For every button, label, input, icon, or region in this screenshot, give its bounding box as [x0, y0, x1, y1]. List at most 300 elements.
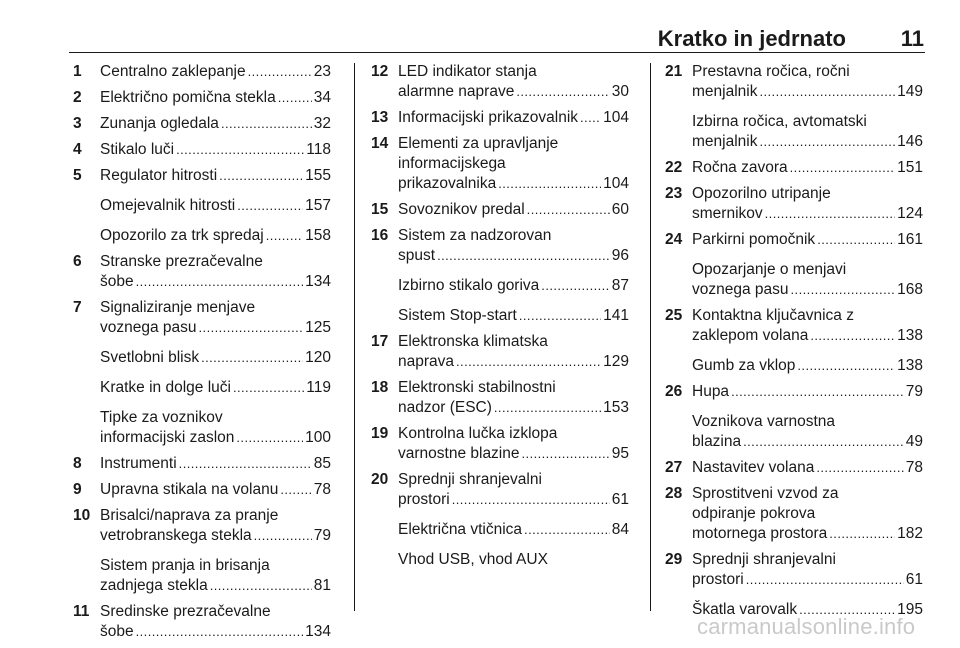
entry-line: [692, 524, 923, 544]
entry-line: [398, 246, 629, 266]
dot-leader: [278, 88, 312, 108]
entry-label: Škatla varovalk: [692, 601, 798, 618]
entry-number: [73, 226, 100, 246]
entry-number: 4: [73, 141, 82, 158]
dot-leader: [280, 480, 311, 500]
entry-line: [692, 158, 923, 178]
entry-label: Izbirna ročica, avtomatski: [692, 113, 867, 130]
index-entry: [371, 62, 629, 102]
entry-line: [398, 424, 629, 444]
entry-page-number: 138: [897, 327, 923, 344]
entry-page-number: 84: [611, 521, 629, 538]
entry-number: 3: [73, 115, 82, 132]
entry-line: [100, 114, 331, 134]
entry-body: [100, 602, 331, 642]
entry-line: [100, 318, 331, 338]
entry-body: [398, 470, 629, 510]
dot-leader: [810, 326, 895, 346]
entry-page-number: 129: [603, 353, 629, 370]
entry-line: [692, 62, 923, 82]
entry-body: [692, 356, 923, 376]
entry-number: 6: [73, 253, 82, 270]
entry-line: [100, 166, 331, 186]
entry-page-number: 151: [897, 159, 923, 176]
entry-line: [692, 412, 923, 432]
entry-line: [100, 602, 331, 622]
index-entry: [73, 196, 331, 216]
entry-label: Sistem Stop-start: [398, 307, 517, 324]
entry-number: 22: [665, 159, 683, 176]
entry-label: Elektronski stabilnostni: [398, 379, 556, 396]
entry-number: [73, 408, 100, 448]
entry-line: [100, 622, 331, 642]
entry-line: [398, 82, 629, 102]
dot-leader: [201, 348, 303, 368]
entry-line: [692, 484, 923, 504]
entry-number: [371, 306, 398, 326]
index-entry: [73, 506, 331, 546]
dot-leader: [516, 82, 609, 102]
index-entry: [73, 556, 331, 596]
entry-number: 27: [665, 459, 683, 476]
dot-leader: [524, 520, 610, 540]
entry-page-number: 49: [905, 433, 923, 450]
dot-leader: [236, 428, 303, 448]
index-entry: [73, 480, 331, 500]
entry-line: [100, 428, 331, 448]
entry-page-number: 78: [905, 459, 923, 476]
entry-body: [100, 298, 331, 338]
entry-label: Informacijski prikazovalnik: [398, 109, 579, 126]
entry-number: 7: [73, 299, 82, 316]
index-column-3: [665, 62, 923, 626]
entry-line: [100, 556, 331, 576]
entry-page-number: 168: [897, 281, 923, 298]
entry-body: [398, 550, 629, 570]
index-entry: [73, 602, 331, 642]
entry-body: [100, 226, 331, 246]
entry-line: [692, 184, 923, 204]
dot-leader: [816, 458, 903, 478]
entry-line: [692, 504, 923, 524]
entry-number: 2: [73, 89, 82, 106]
entry-line: [398, 276, 629, 296]
entry-number: [665, 112, 692, 152]
entry-number: [73, 556, 100, 596]
entry-label: informacijskega: [398, 155, 506, 172]
entry-page-number: 146: [897, 133, 923, 150]
dot-leader: [790, 158, 895, 178]
entry-line: [692, 458, 923, 478]
entry-label: zaklepom volana: [692, 327, 809, 344]
dot-leader: [759, 82, 895, 102]
dot-leader: [266, 226, 303, 246]
index-entry: [73, 298, 331, 338]
entry-page-number: 85: [313, 455, 331, 472]
entry-body: [692, 260, 923, 300]
entry-page-number: 161: [897, 231, 923, 248]
entry-label: alarmne naprave: [398, 83, 515, 100]
entry-body: [100, 506, 331, 546]
entry-body: [100, 166, 331, 186]
index-entry: [665, 306, 923, 346]
entry-line: [692, 204, 923, 224]
entry-label: zadnjega stekla: [100, 577, 208, 594]
entry-number: [665, 600, 692, 620]
dot-leader: [210, 576, 312, 596]
entry-line: [692, 570, 923, 590]
entry-label: Regulator hitrosti: [100, 167, 218, 184]
entry-body: [692, 458, 923, 478]
entry-body: [398, 134, 629, 194]
entry-label: Signaliziranje menjave: [100, 299, 256, 316]
index-entry: [73, 62, 331, 82]
entry-body: [692, 184, 923, 224]
entry-page-number: 125: [305, 319, 331, 336]
entry-line: [398, 174, 629, 194]
header-rule: [69, 52, 925, 53]
entry-label: blazina: [692, 433, 742, 450]
entry-page-number: 79: [313, 527, 331, 544]
entry-body: [398, 378, 629, 418]
entry-page-number: 158: [305, 227, 331, 244]
entry-label: vetrobranskega stekla: [100, 527, 252, 544]
entry-body: [100, 252, 331, 292]
entry-label: menjalnik: [692, 133, 758, 150]
entry-page-number: 79: [905, 383, 923, 400]
entry-label: informacijski zaslon: [100, 429, 235, 446]
index-column-1: [73, 62, 331, 648]
entry-line: [100, 526, 331, 546]
entry-label: smernikov: [692, 205, 763, 222]
entry-line: [100, 576, 331, 596]
entry-body: [398, 62, 629, 102]
index-entry: [371, 108, 629, 128]
entry-number: 11: [73, 603, 90, 620]
entry-number: [73, 378, 100, 398]
index-entry: [665, 62, 923, 102]
entry-label: Elementi za upravljanje: [398, 135, 559, 152]
entry-label: Prestavna ročica, ročni: [692, 63, 850, 80]
entry-number: [73, 196, 100, 216]
entry-line: [398, 378, 629, 398]
entry-page-number: 60: [611, 201, 629, 218]
entry-body: [100, 348, 331, 368]
entry-number: 1: [73, 63, 82, 80]
dot-leader: [456, 352, 601, 372]
index-entry: [665, 412, 923, 452]
entry-number: 18: [371, 379, 389, 396]
dot-leader: [237, 196, 303, 216]
entry-line: [398, 520, 629, 540]
entry-line: [692, 82, 923, 102]
index-entry: [665, 158, 923, 178]
entry-page-number: 138: [897, 357, 923, 374]
entry-line: [398, 444, 629, 464]
entry-page-number: 118: [306, 141, 331, 158]
index-entry: [371, 332, 629, 372]
entry-line: [100, 252, 331, 272]
dot-leader: [254, 526, 312, 546]
entry-body: [692, 306, 923, 346]
entry-line: [100, 408, 331, 428]
index-entry: [665, 260, 923, 300]
entry-body: [398, 520, 629, 540]
entry-body: [100, 88, 331, 108]
entry-line: [692, 260, 923, 280]
entry-label: Sprostitveni vzvod za: [692, 485, 839, 502]
entry-body: [100, 454, 331, 474]
entry-line: [692, 132, 923, 152]
entry-number: [665, 412, 692, 452]
entry-page-number: 153: [603, 399, 629, 416]
entry-line: [100, 196, 331, 216]
dot-leader: [580, 108, 601, 128]
entry-number: 23: [665, 185, 683, 202]
entry-number: 21: [665, 63, 683, 80]
dot-leader: [199, 318, 304, 338]
entry-body: [398, 332, 629, 372]
entry-number: 25: [665, 307, 683, 324]
index-entry: [665, 484, 923, 544]
entry-number: 16: [371, 227, 389, 244]
entry-body: [398, 306, 629, 326]
entry-label: Nastavitev volana: [692, 459, 815, 476]
entry-number: 19: [371, 425, 389, 442]
entry-label: Sistem pranja in brisanja: [100, 557, 270, 574]
entry-label: Opozorilno utripanje: [692, 185, 831, 202]
entry-label: Kontaktna ključavnica z: [692, 307, 854, 324]
entry-line: [100, 88, 331, 108]
dot-leader: [136, 622, 304, 642]
column-divider: [650, 63, 651, 611]
dot-leader: [219, 166, 303, 186]
entry-label: Ročna zavora: [692, 159, 788, 176]
entry-line: [692, 382, 923, 402]
entry-label: Izbirno stikalo goriva: [398, 277, 540, 294]
dot-leader: [452, 490, 610, 510]
entry-body: [692, 158, 923, 178]
index-entry: [371, 134, 629, 194]
index-entry: [371, 200, 629, 220]
entry-label: varnostne blazine: [398, 445, 520, 462]
entry-body: [692, 412, 923, 452]
entry-line: [692, 280, 923, 300]
entry-label: Stikalo luči: [100, 141, 175, 158]
entry-number: 12: [371, 63, 389, 80]
dot-leader: [731, 382, 904, 402]
entry-body: [398, 200, 629, 220]
entry-number: [371, 276, 398, 296]
entry-label: Voznikova varnostna: [692, 413, 836, 430]
dot-leader: [494, 398, 601, 418]
entry-line: [100, 348, 331, 368]
entry-label: Stranske prezračevalne: [100, 253, 263, 270]
dot-leader: [522, 444, 610, 464]
dot-leader: [179, 454, 312, 474]
entry-body: [398, 424, 629, 464]
entry-label: Kratke in dolge luči: [100, 379, 231, 396]
entry-body: [100, 408, 331, 448]
entry-label: spust: [398, 247, 436, 264]
dot-leader: [233, 378, 304, 398]
index-entry: [371, 306, 629, 326]
entry-body: [100, 196, 331, 216]
entry-label: motornega prostora: [692, 525, 828, 542]
column-divider: [354, 63, 355, 611]
entry-body: [692, 484, 923, 544]
entry-page-number: 134: [305, 273, 331, 290]
entry-page-number: 95: [611, 445, 629, 462]
entry-page-number: 120: [305, 349, 331, 366]
entry-page-number: 124: [897, 205, 923, 222]
entry-number: [665, 356, 692, 376]
entry-label: Gumb za vklop: [692, 357, 796, 374]
entry-label: Električno pomična stekla: [100, 89, 276, 106]
entry-label: Sprednji shranjevalni: [692, 551, 836, 568]
entry-line: [100, 454, 331, 474]
entry-line: [398, 108, 629, 128]
entry-label: Svetlobni blisk: [100, 349, 200, 366]
entry-label: Vhod USB, vhod AUX: [398, 551, 548, 568]
index-entry: [665, 184, 923, 224]
index-entry: [665, 458, 923, 478]
entry-page-number: 96: [611, 247, 629, 264]
entry-label: prostori: [692, 571, 744, 588]
dot-leader: [248, 62, 312, 82]
entry-number: 20: [371, 471, 389, 488]
dot-leader: [498, 174, 601, 194]
entry-number: [371, 520, 398, 540]
entry-label: šobe: [100, 273, 134, 290]
dot-leader: [817, 230, 895, 250]
entry-line: [100, 62, 331, 82]
entry-number: 29: [665, 551, 683, 568]
entry-label: Tipke za voznikov: [100, 409, 223, 426]
dot-leader: [519, 306, 601, 326]
index-entry: [371, 520, 629, 540]
entry-number: 5: [73, 167, 82, 184]
entry-label: odpiranje pokrova: [692, 505, 816, 522]
index-entry: [371, 470, 629, 510]
entry-label: Sovoznikov predal: [398, 201, 525, 218]
index-entry: [73, 166, 331, 186]
entry-page-number: 87: [611, 277, 629, 294]
entry-line: [398, 226, 629, 246]
entry-body: [100, 378, 331, 398]
entry-page-number: 155: [305, 167, 331, 184]
entry-line: [398, 154, 629, 174]
entry-line: [398, 332, 629, 352]
dot-leader: [829, 524, 895, 544]
entry-label: Sprednji shranjevalni: [398, 471, 542, 488]
dot-leader: [176, 140, 304, 160]
entry-body: [100, 480, 331, 500]
entry-number: [371, 550, 398, 570]
entry-line: [692, 326, 923, 346]
entry-body: [100, 62, 331, 82]
entry-line: [100, 272, 331, 292]
entry-body: [398, 276, 629, 296]
entry-line: [100, 480, 331, 500]
index-entry: [73, 348, 331, 368]
entry-label: Sistem za nadzorovan: [398, 227, 552, 244]
dot-leader: [541, 276, 609, 296]
dot-leader: [136, 272, 304, 292]
entry-line: [398, 470, 629, 490]
index-entry: [371, 378, 629, 418]
entry-label: šobe: [100, 623, 134, 640]
entry-body: [100, 114, 331, 134]
entry-number: 15: [371, 201, 389, 218]
entry-line: [100, 140, 331, 160]
entry-body: [692, 112, 923, 152]
entry-page-number: 78: [313, 481, 331, 498]
entry-label: Opozarjanje o menjavi: [692, 261, 847, 278]
entry-page-number: 141: [603, 307, 629, 324]
entry-label: Sredinske prezračevalne: [100, 603, 271, 620]
entry-line: [692, 112, 923, 132]
entry-label: Omejevalnik hitrosti: [100, 197, 236, 214]
entry-line: [398, 398, 629, 418]
page-title: Kratko in jedrnato: [657, 26, 846, 51]
index-entry: [73, 140, 331, 160]
page-number: 11: [900, 26, 924, 51]
entry-line: [398, 550, 629, 570]
entry-page-number: 157: [305, 197, 331, 214]
index-column-2: [371, 62, 629, 576]
entry-page-number: 182: [897, 525, 923, 542]
entry-page-number: 149: [897, 83, 923, 100]
entry-number: 24: [665, 231, 683, 248]
entry-label: Parkirni pomočnik: [692, 231, 816, 248]
entry-label: Električna vtičnica: [398, 521, 523, 538]
dot-leader: [527, 200, 610, 220]
entry-body: [398, 108, 629, 128]
entry-label: Elektronska klimatska: [398, 333, 548, 350]
entry-line: [100, 226, 331, 246]
entry-page-number: 100: [305, 429, 331, 446]
dot-leader: [759, 132, 895, 152]
entry-number: [73, 348, 100, 368]
index-entry: [371, 550, 629, 570]
index-entry: [665, 112, 923, 152]
entry-line: [398, 352, 629, 372]
entry-label: voznega pasu: [100, 319, 197, 336]
dot-leader: [743, 432, 904, 452]
entry-number: 17: [371, 333, 389, 350]
entry-number: 14: [371, 135, 389, 152]
entry-line: [398, 62, 629, 82]
entry-body: [692, 230, 923, 250]
entry-line: [100, 298, 331, 318]
entry-label: prostori: [398, 491, 450, 508]
entry-label: Zunanja ogledala: [100, 115, 219, 132]
entry-number: 10: [73, 507, 91, 524]
index-entry: [73, 378, 331, 398]
entry-page-number: 195: [897, 601, 923, 618]
index-entry: [665, 382, 923, 402]
entry-page-number: 104: [603, 175, 629, 192]
entry-label: Instrumenti: [100, 455, 177, 472]
entry-label: Kontrolna lučka izklopa: [398, 425, 558, 442]
dot-leader: [797, 356, 895, 376]
entry-number: 26: [665, 383, 683, 400]
entry-line: [398, 134, 629, 154]
entry-body: [692, 382, 923, 402]
entry-line: [692, 306, 923, 326]
index-entry: [665, 230, 923, 250]
